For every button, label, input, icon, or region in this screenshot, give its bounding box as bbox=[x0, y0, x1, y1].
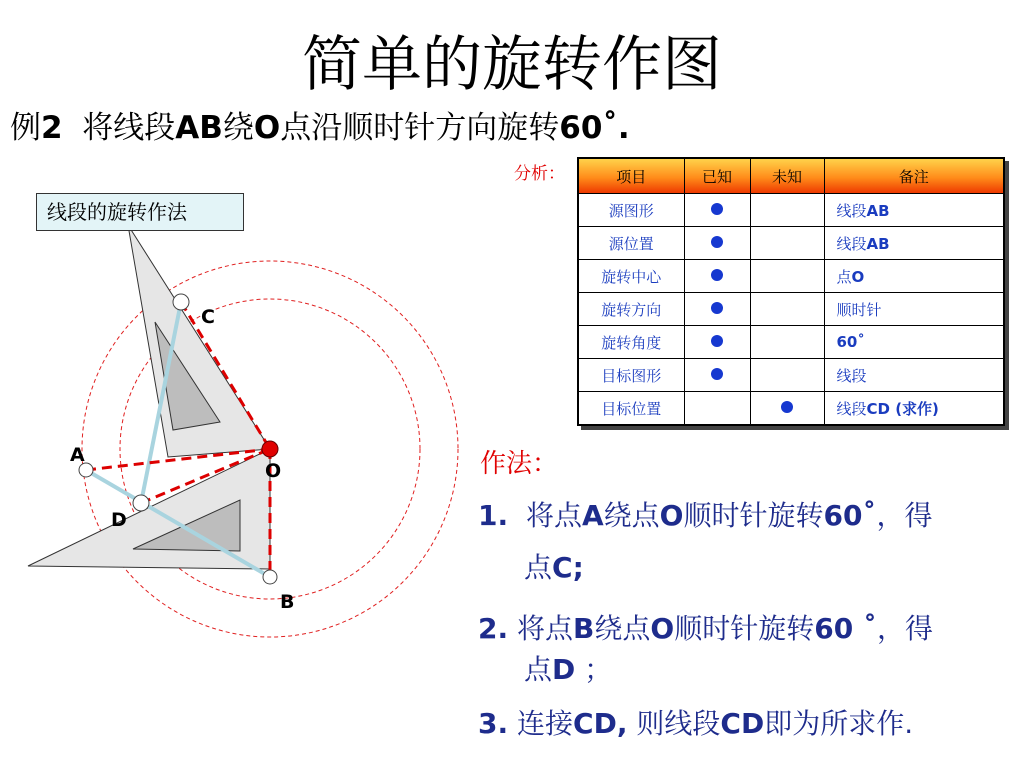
filled-dot-icon bbox=[781, 401, 793, 413]
filled-dot-icon bbox=[711, 335, 723, 347]
cell-unknown bbox=[750, 227, 824, 260]
step-text: 将点 bbox=[517, 612, 574, 645]
step-point: O bbox=[659, 499, 684, 532]
step-text: 绕点 bbox=[594, 612, 651, 645]
note-symbol: AB bbox=[866, 201, 890, 220]
table-row bbox=[578, 293, 1004, 326]
cell-item: 源图形 bbox=[578, 194, 684, 227]
cell-unknown bbox=[750, 326, 824, 359]
cell-item: 旋转角度 bbox=[578, 326, 684, 359]
note-symbol: AB bbox=[866, 234, 890, 253]
table-row bbox=[578, 260, 1004, 293]
example-text-2: 绕 bbox=[222, 110, 254, 146]
step-2-number: 2. bbox=[478, 612, 509, 645]
step-point: CD, bbox=[573, 707, 628, 740]
step-1-line-1 bbox=[478, 496, 932, 536]
point-b-marker bbox=[263, 570, 277, 584]
filled-dot-icon bbox=[711, 302, 723, 314]
cell-note bbox=[824, 194, 1004, 227]
step-text: 顺时针旋转 bbox=[674, 612, 815, 645]
note-symbol: CD (求作) bbox=[866, 399, 939, 418]
step-text: ，得 bbox=[876, 612, 933, 645]
cell-known bbox=[684, 326, 750, 359]
point-a-label: A bbox=[70, 444, 85, 466]
table-row bbox=[578, 194, 1004, 227]
step-text: ； bbox=[584, 653, 613, 686]
table-row bbox=[578, 392, 1004, 426]
page-title: 简单的旋转作图 bbox=[302, 30, 722, 100]
header-unknown: 未知 bbox=[750, 158, 824, 194]
step-1-number: 1. bbox=[478, 499, 509, 532]
point-c-label: C bbox=[201, 306, 215, 328]
steps-heading: 作法： bbox=[480, 449, 559, 479]
cell-note bbox=[824, 260, 1004, 293]
cell-item: 目标位置 bbox=[578, 392, 684, 426]
table-body bbox=[578, 194, 1004, 426]
cell-unknown bbox=[750, 392, 824, 426]
filled-dot-icon bbox=[711, 269, 723, 281]
example-text-3: 点沿顺时针方向旋转 bbox=[280, 110, 560, 146]
cell-note bbox=[824, 293, 1004, 326]
point-d-marker bbox=[133, 495, 149, 511]
step-point: C; bbox=[552, 551, 584, 584]
step-point: O bbox=[650, 612, 675, 645]
step-3 bbox=[478, 704, 913, 744]
analysis-table bbox=[577, 157, 1005, 426]
method-label-box: 线段的旋转作法 bbox=[36, 193, 244, 231]
step-point: D bbox=[552, 653, 576, 686]
note-text: 线段 bbox=[836, 234, 867, 253]
filled-dot-icon bbox=[711, 236, 723, 248]
cell-known bbox=[684, 293, 750, 326]
header-item: 项目 bbox=[578, 158, 684, 194]
header-note: 备注 bbox=[824, 158, 1004, 194]
cell-unknown bbox=[750, 260, 824, 293]
example-segment: AB bbox=[175, 110, 223, 146]
step-angle: 60˚ bbox=[823, 499, 877, 532]
note-symbol: O bbox=[851, 267, 865, 286]
example-center: O bbox=[253, 110, 281, 146]
step-text: 顺时针旋转 bbox=[683, 499, 824, 532]
point-c-marker bbox=[173, 294, 189, 310]
example-angle: 60˚. bbox=[559, 110, 630, 146]
note-symbol: 60˚ bbox=[836, 333, 865, 351]
table-row bbox=[578, 227, 1004, 260]
cell-unknown bbox=[750, 293, 824, 326]
step-angle: 60 ˚ bbox=[814, 612, 877, 645]
note-text: 线段 bbox=[836, 366, 867, 385]
analysis-label: 分析： bbox=[514, 164, 565, 184]
cell-unknown bbox=[750, 194, 824, 227]
point-o-label: O bbox=[265, 460, 282, 482]
cell-unknown bbox=[750, 359, 824, 392]
step-3-number: 3. bbox=[478, 707, 509, 740]
cell-note bbox=[824, 359, 1004, 392]
step-text: ，得 bbox=[876, 499, 933, 532]
cell-known bbox=[684, 392, 750, 426]
cell-item: 旋转方向 bbox=[578, 293, 684, 326]
table-row bbox=[578, 326, 1004, 359]
note-text: 顺时针 bbox=[836, 300, 882, 319]
cell-note bbox=[824, 326, 1004, 359]
example-text-1: 将线段 bbox=[82, 110, 176, 146]
step-text: 绕点 bbox=[603, 499, 660, 532]
example-prefix: 例 bbox=[10, 110, 41, 146]
cell-known bbox=[684, 194, 750, 227]
filled-dot-icon bbox=[711, 203, 723, 215]
cell-item: 目标图形 bbox=[578, 359, 684, 392]
step-1-line-2 bbox=[524, 548, 584, 588]
cell-note bbox=[824, 392, 1004, 426]
table-header-row bbox=[578, 158, 1004, 194]
cell-note bbox=[824, 227, 1004, 260]
filled-dot-icon bbox=[711, 368, 723, 380]
step-text: 点 bbox=[524, 551, 553, 584]
step-point: A bbox=[581, 499, 604, 532]
step-text: 点 bbox=[524, 653, 553, 686]
header-known: 已知 bbox=[684, 158, 750, 194]
point-d-label: D bbox=[111, 509, 127, 531]
cell-known bbox=[684, 260, 750, 293]
step-text: 连接 bbox=[517, 707, 574, 740]
table-row bbox=[578, 359, 1004, 392]
step-text: 即为所求作. bbox=[764, 707, 914, 740]
cell-item: 旋转中心 bbox=[578, 260, 684, 293]
example-number: 2 bbox=[41, 110, 63, 146]
cell-known bbox=[684, 359, 750, 392]
point-o-marker bbox=[262, 441, 278, 457]
cell-item: 源位置 bbox=[578, 227, 684, 260]
step-text: 则线段 bbox=[636, 707, 721, 740]
point-b-label: B bbox=[280, 591, 295, 613]
step-2-line-2 bbox=[524, 650, 612, 690]
step-point: CD bbox=[720, 707, 765, 740]
note-text: 线段 bbox=[836, 399, 867, 418]
step-2-line-1 bbox=[478, 609, 933, 649]
step-point: B bbox=[573, 612, 595, 645]
step-text: 将点 bbox=[525, 499, 582, 532]
cell-known bbox=[684, 227, 750, 260]
note-text: 线段 bbox=[836, 201, 867, 220]
note-text: 点 bbox=[836, 267, 852, 286]
